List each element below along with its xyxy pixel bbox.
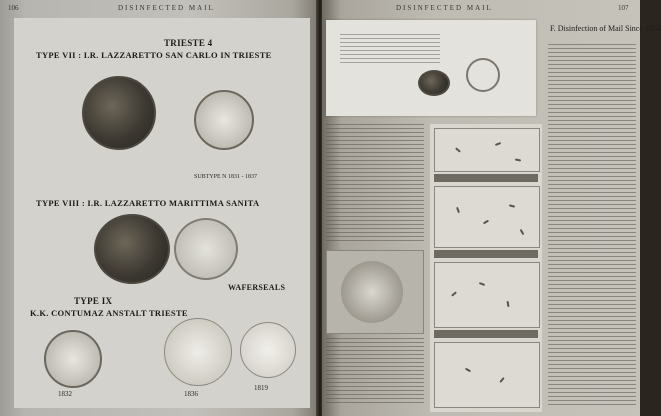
right-page — [322, 0, 661, 416]
left-page — [0, 0, 318, 416]
type7-caption: TYPE VII : I.R. LAZZARETTO SAN CARLO IN TRIESTE — [36, 50, 272, 60]
left-page-number: 106 — [8, 4, 19, 12]
wafer-seal-1819 — [240, 322, 296, 378]
micro-panel-3 — [434, 262, 540, 328]
plate-header: TRIESTE 4 — [164, 38, 213, 48]
letter-photo — [326, 20, 536, 116]
type9-caption: K.K. CONTUMAZ ANSTALT TRIESTE — [30, 308, 188, 318]
year-1819: 1819 — [254, 384, 268, 392]
micro-label-strip-3 — [434, 330, 538, 338]
stamp-caption-text — [326, 338, 424, 404]
letter-postmark — [466, 58, 500, 92]
wax-seal-impression — [194, 90, 254, 150]
seal-plate — [14, 18, 310, 408]
body-text-column-right — [548, 44, 636, 408]
micro-panel-2 — [434, 186, 540, 248]
right-page-number: 107 — [618, 4, 629, 12]
bacteria-figure — [430, 124, 542, 412]
contumaz-stamp — [44, 330, 102, 388]
stamp-photo — [326, 250, 424, 334]
micro-panel-4 — [434, 342, 540, 408]
left-running-head: DISINFECTED MAIL — [118, 4, 215, 12]
subtype-label: SUBTYPE N 1831 - 1837 — [194, 174, 258, 180]
seal-impression-sanita — [174, 218, 238, 280]
year-1836: 1836 — [184, 390, 198, 398]
handwriting-lines — [340, 34, 440, 64]
micro-label-strip-1 — [434, 174, 538, 182]
round-handstamp — [341, 261, 403, 323]
section-title: F. Disinfection of Mail Since 1855 — [550, 24, 661, 33]
micro-label-strip-2 — [434, 250, 538, 258]
wax-seal-sanita — [94, 214, 170, 284]
letter-wax-seal — [418, 70, 450, 96]
type9-label: TYPE IX — [74, 296, 113, 306]
wax-seal-large — [82, 76, 156, 150]
type8-caption: TYPE VIII : I.R. LAZZARETTO MARITTIMA SANITA — [36, 198, 260, 208]
right-running-head: DISINFECTED MAIL — [396, 4, 493, 12]
waferseals-label: WAFERSEALS — [228, 283, 286, 292]
body-text-column-left — [326, 124, 424, 244]
year-1832: 1832 — [58, 390, 72, 398]
wafer-seal-1836 — [164, 318, 232, 386]
micro-panel-1 — [434, 128, 540, 172]
